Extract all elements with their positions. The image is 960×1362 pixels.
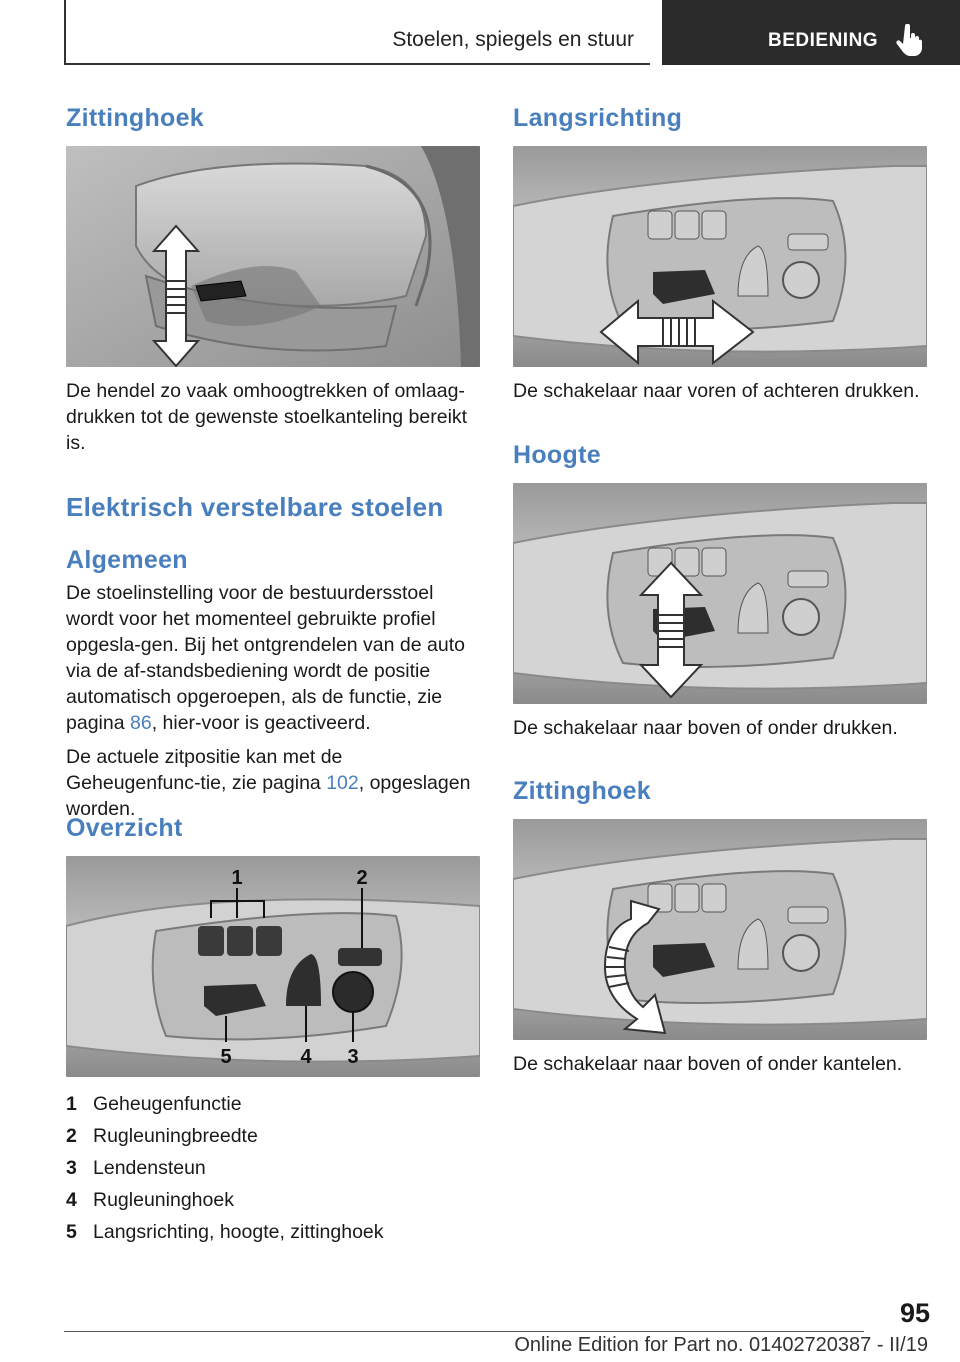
legend-item: 4 Rugleuninghoek — [66, 1188, 234, 1211]
figure-fore-aft-switch — [513, 146, 927, 367]
caption-height: De schakelaar naar boven of onder drukken. — [513, 717, 898, 739]
figure-seat-lever — [66, 146, 480, 367]
heading-zittinghoek-switch: Zittinghoek — [513, 777, 652, 805]
heading-zittinghoek-lever: Zittinghoek — [66, 104, 205, 132]
caption-fore-aft: De schakelaar naar voren of achteren drukken. — [513, 380, 920, 402]
header-rule-left — [64, 0, 66, 64]
figure-seat-controls-overview — [66, 856, 480, 1077]
page-number: 95 — [899, 1298, 930, 1328]
heading-hoogte: Hoogte — [513, 441, 601, 469]
figure-label-5: 5 — [220, 1046, 232, 1068]
heading-langsrichting: Langsrichting — [513, 104, 683, 132]
figure-tilt-switch — [513, 819, 927, 1040]
header-rule-bottom — [64, 63, 650, 65]
legend-item: 5 Langsrichting, hoogte, zittinghoek — [66, 1220, 384, 1243]
caption-seat-lever: De hendel zo vaak omhoogtrekken of omlaag-drukken tot de gewenste stoelkanteling bereikt is. — [66, 380, 468, 454]
page-link-102[interactable]: 102 — [326, 772, 359, 794]
chapter-tab[interactable] — [662, 0, 960, 65]
legend-item: 2 Rugleuningbreedte — [66, 1124, 258, 1147]
algemeen-paragraph-1: De stoelinstelling voor de bestuurdersstoel wordt voor het momenteel gebruikte profiel opgesla-gen. Bij het ontgrendelen van de auto via de af-standsbediening wordt de positie automatisch opgeroepen, als de functie, zie pagina 86, hier-voor is geactiveerd. — [66, 582, 465, 734]
page-link-86[interactable]: 86 — [129, 712, 152, 734]
figure-label-1: 1 — [231, 867, 243, 889]
pointing-hand-icon — [894, 24, 924, 56]
figure-label-2: 2 — [356, 867, 368, 889]
footer-rule — [64, 1331, 864, 1332]
heading-electric-seats: Elektrisch verstelbare stoelen — [66, 492, 444, 522]
chapter-tab-label: BEDIENING — [768, 30, 879, 51]
figure-height-switch — [513, 483, 927, 704]
caption-tilt: De schakelaar naar boven of onder kantelen. — [513, 1053, 903, 1075]
algemeen-text — [66, 580, 482, 822]
algemeen-paragraph-2: De actuele zitpositie kan met de Geheugenfunc-tie, zie pagina 102, opgeslagen worden. — [66, 746, 471, 820]
figure-label-4: 4 — [300, 1046, 312, 1068]
heading-overzicht: Overzicht — [66, 814, 183, 842]
heading-algemeen: Algemeen — [66, 546, 188, 574]
footer-edition: Online Edition for Part no. 01402720387 - II/19 — [514, 1334, 928, 1356]
overview-legend — [66, 1088, 384, 1248]
legend-item: 1 Geheugenfunctie — [66, 1092, 242, 1115]
section-title: Stoelen, spiegels en stuur — [392, 28, 634, 51]
legend-item: 3 Lendensteun — [66, 1156, 206, 1179]
figure-label-3: 3 — [347, 1046, 359, 1068]
